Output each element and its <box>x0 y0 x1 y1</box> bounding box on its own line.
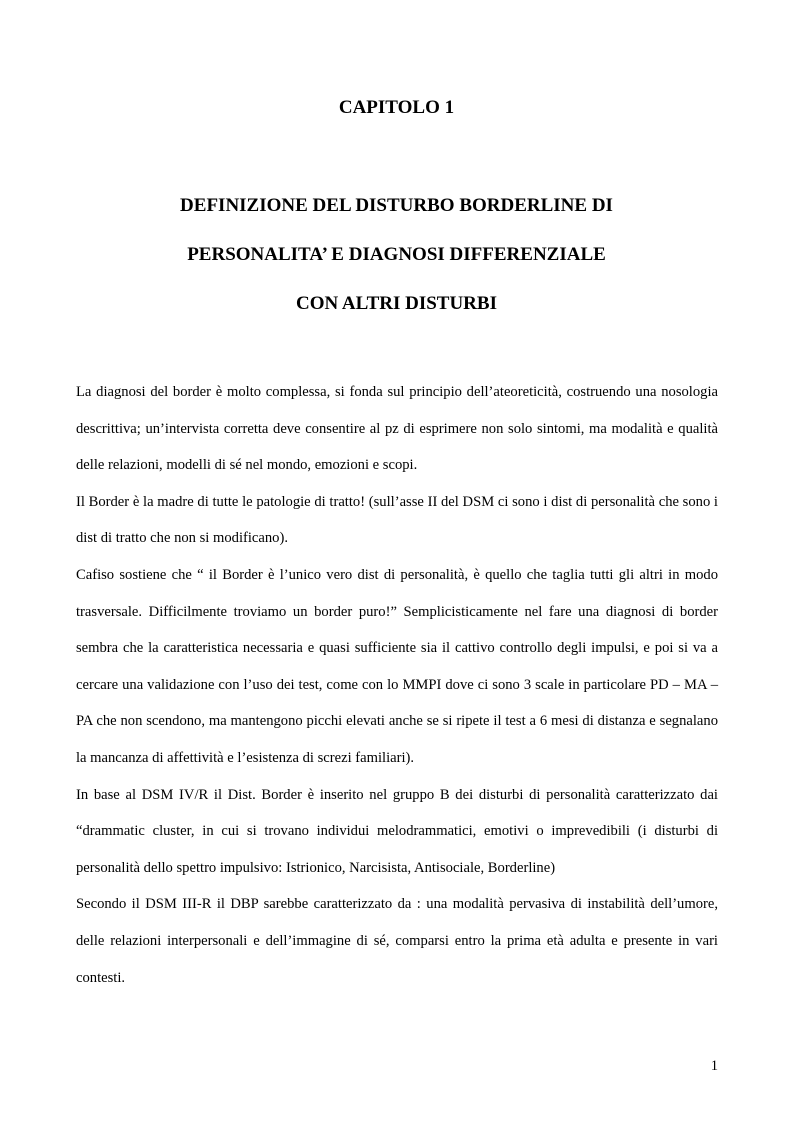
paragraph: Secondo il DSM III-R il DBP sarebbe caratterizzato da : una modalità pervasiva di instabilità dell’umore, delle relazioni interpersonali e dell’immagine di sé, comparsi entro la prima età adulta e presente in vari contesti. <box>76 896 718 986</box>
paragraph: Cafiso sostiene che “ il Border è l’unico vero dist di personalità, è quello che taglia tutti gli altri in modo trasversale. Difficilmente troviamo un border puro!” Semplicisticamente nel fare una diagnosi di border sembra che la caratteristica necessaria e quasi sufficiente sia il cattivo controllo degli impulsi, e poi si va a cercare una validazione con l’uso dei test, come con lo MMPI dove ci sono 3 scale in particolare PD – MA – PA che non scendono, ma mantengono picchi elevati anche se si ripete il test a 6 mesi di distanza e segnalano la mancanza di affettività e l’esistenza di screzi familiari). <box>76 566 718 766</box>
chapter-label: CAPITOLO 1 <box>338 97 455 118</box>
chapter-title-line: DEFINIZIONE DEL DISTURBO BORDERLINE DI <box>180 195 613 216</box>
body-text <box>76 374 718 996</box>
chapter-title <box>0 194 793 341</box>
paragraph: La diagnosi del border è molto complessa, si fonda sul principio dell’ateoreticità, costruendo una nosologia descrittiva; un’intervista corretta deve consentire al pz di esprimere non solo sintomi, ma modalità e qualità delle relazioni, modelli di sé nel mondo, emozioni e scopi. <box>76 384 718 474</box>
paragraph: Il Border è la madre di tutte le patologie di tratto! (sull’asse II del DSM ci sono i dist di personalità che sono i dist di tratto che non si modificano). <box>76 493 718 547</box>
chapter-title-line: PERSONALITA’ E DIAGNOSI DIFFERENZIALE <box>187 244 606 265</box>
chapter-title-line: CON ALTRI DISTURBI <box>296 293 497 314</box>
page-number: 1 <box>710 1058 718 1074</box>
paragraph: In base al DSM IV/R il Dist. Border è inserito nel gruppo B dei disturbi di personalità caratterizzato dai “drammatic cluster, in cui si trovano individui melodrammatici, emotivi o imprevedibili (i disturbi di personalità dello spettro impulsivo: Istrionico, Narcisista, Antisociale, Borderline) <box>76 786 718 876</box>
